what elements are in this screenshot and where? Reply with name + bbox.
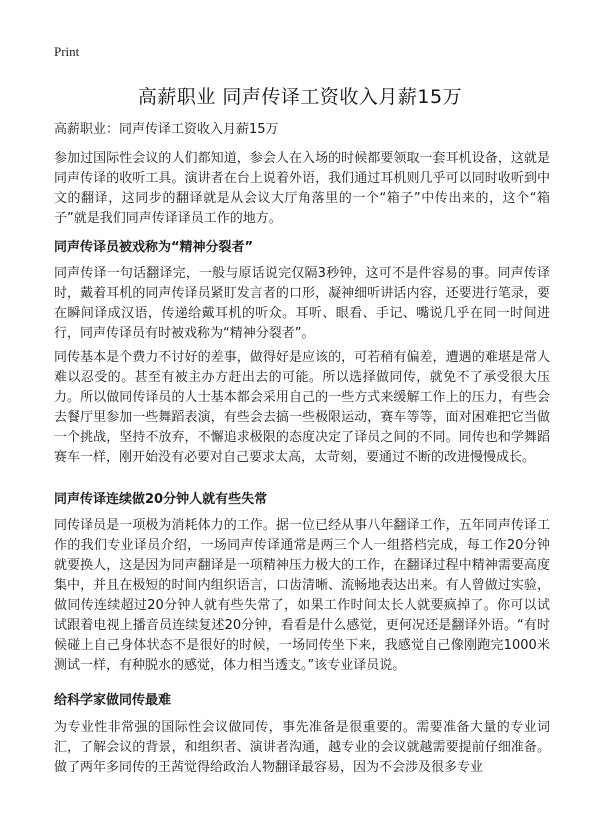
article-subtitle: 高薪职业：同声传译工资收入月薪15万	[54, 122, 279, 137]
section-1-paragraph-2: 同传基本是个费力不讨好的差事，做得好是应该的，可若稍有偏差，遭遇的难堪是常人难以忍受的。甚至有被主办方赶出去的可能。所以选择做同传，就免不了承受很大压力。所以做同传译员的人士基本都会采用自己的一些方式来缓解工作上的压力，有些会去餐厅里参加一些舞蹈表演，有些会去搞一些极限运动，赛车等等，面对困难把它当做一个挑战，坚持不放弃，不懈追求极限的态度决定了译员之间的不同。同传也和学舞蹈赛车一样，刚开始没有必要对自己要求太高，太苛刻，要通过不断的改进慢慢成长。	[54, 350, 550, 465]
section-3-paragraph-1: 为专业性非常强的国际性会议做同传，事先准备是很重要的。需要准备大量的专业词汇，了解会议的背景，和组织者、演讲者沟通，越专业的会议就越需要提前仔细准备。做了两年多同传的王茜觉得给政治人物翻译最容易，因为不会涉及很多专业	[54, 720, 550, 775]
intro-paragraph: 参加过国际性会议的人们都知道，参会人在入场的时候都要领取一套耳机设备，这就是同声传译的收听工具。演讲者在台上说着外语，我们通过耳机则几乎可以同时收听到中文的翻译，这同步的翻译就是从会议大厅角落里的一个“箱子”中传出来的，这个“箱子”就是我们同声传译译员工作的地方。	[54, 151, 550, 226]
section-heading-2: 同声传译连续做20分钟人就有些失常	[54, 492, 268, 507]
print-label: Print	[54, 44, 80, 59]
section-1-paragraph-1: 同声传译一句话翻译完，一般与原话说完仅隔3秒钟，这可不是件容易的事。同声传译时，戴着耳机的同声传译员紧盯发言者的口形，凝神细听讲话内容，还要进行笔录，要在瞬间译成汉语，传递给戴耳机的听众。耳听、眼看、手记、嘴说几乎在同一时间进行，同声传译员有时被戏称为“精神分裂者”。	[54, 266, 550, 341]
section-2-paragraph-1: 同传译员是一项极为消耗体力的工作。据一位已经从事八年翻译工作，五年同声传译工作的我们专业译员介绍，一场同声传译通常是两三个人一组搭档完成，每工作20分钟就要换人，这是因为同声翻译是一项精神压力极大的工作，在翻译过程中精神需要高度集中，并且在极短的时间内组织语言，口齿清晰、流畅地表达出来。有人曾做过实验，做同传连续超过20分钟人就有些失常了，如果工作时间太长人就要疯掉了。你可以试试跟着电视上播音员连续复述20分钟，看看是什么感觉，更何况还是翻译外语。“有时候碰上自己身体状态不是很好的时候，一场同传坐下来，我感觉自己像刚跑完1000米测试一样，有种脱水的感觉，体力相当透支。”该专业译员说。	[54, 518, 550, 673]
page-title: 高薪职业 同声传译工资收入月薪15万	[137, 86, 463, 108]
section-heading-3: 给科学家做同传最难	[54, 693, 172, 708]
section-heading-1: 同声传译员被戏称为“精神分裂者”	[54, 240, 254, 255]
